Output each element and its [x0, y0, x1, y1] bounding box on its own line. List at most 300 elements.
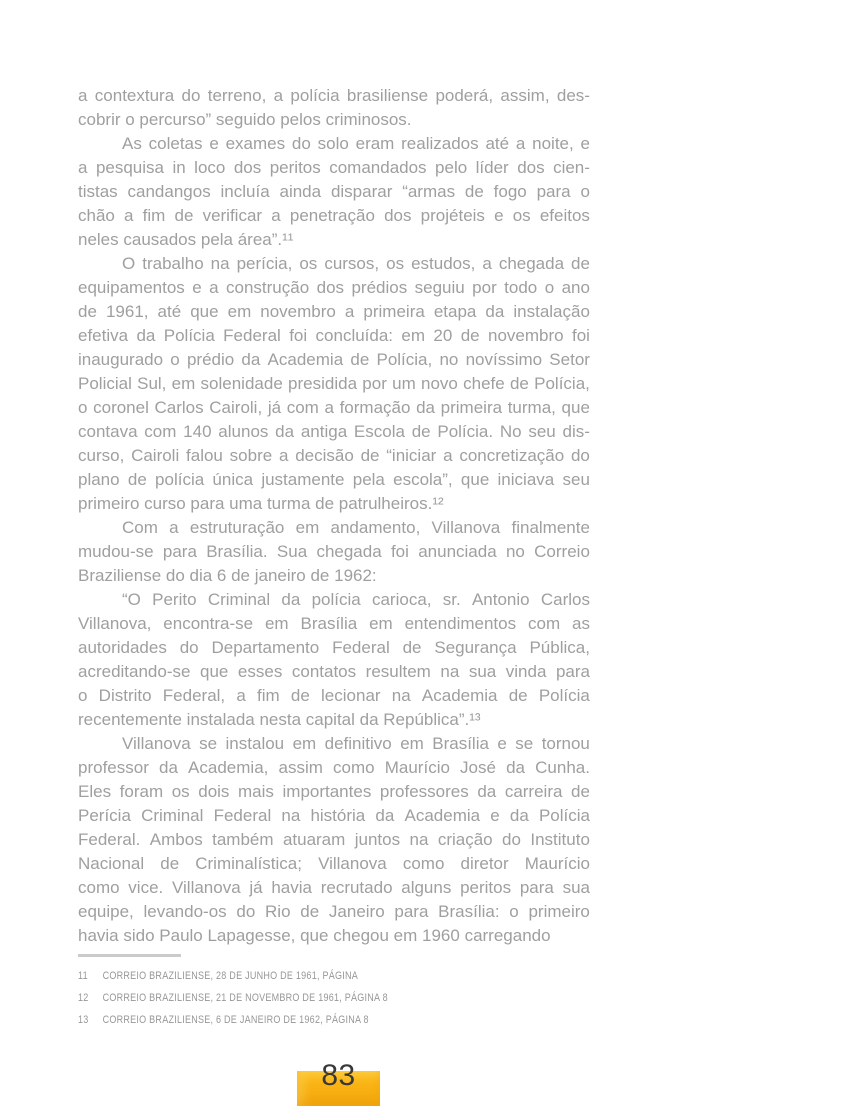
body-word: os — [512, 206, 531, 225]
body-word: dos — [233, 158, 262, 177]
body-word: Polícia, — [376, 350, 433, 369]
body-word: dos — [384, 206, 412, 225]
body-word: Maurício — [384, 758, 450, 777]
body-word: na — [210, 254, 230, 273]
body-word: e — [490, 806, 500, 825]
body-word: des- — [556, 86, 590, 105]
body-word: que — [190, 302, 219, 321]
body-word: os — [299, 254, 318, 273]
body-word: concretização — [459, 446, 565, 465]
footnote-number: 13 — [78, 1014, 89, 1026]
body-word: trabalho — [142, 254, 204, 273]
body-word: professores — [379, 782, 469, 801]
body-word: para — [555, 662, 590, 681]
body-word: de — [571, 254, 590, 273]
body-line: Braziliense do dia 6 de janeiro de 1962: — [78, 566, 377, 585]
body-word: da — [275, 422, 295, 441]
body-word: chegada — [316, 542, 382, 561]
body-word: Polícia. — [437, 422, 494, 441]
body-word: carioca, — [371, 590, 432, 609]
body-word: presidida — [288, 374, 358, 393]
body-paragraph — [78, 132, 590, 252]
body-word: todo — [504, 278, 538, 297]
body-line — [78, 468, 590, 492]
body-word: os — [386, 254, 405, 273]
body-word: e — [494, 206, 504, 225]
body-word: importantes — [282, 782, 372, 801]
body-word: realizados — [401, 134, 479, 153]
body-word: foi — [390, 542, 409, 561]
body-line — [78, 372, 590, 396]
body-word: Cunha. — [535, 758, 590, 777]
body-word: da — [281, 590, 301, 609]
body-word: dos — [517, 158, 545, 177]
body-word: Villanova — [122, 734, 191, 753]
body-word: foram — [119, 782, 164, 801]
body-line — [78, 444, 590, 468]
body-word: Janeiro — [328, 902, 385, 921]
body-word: na — [281, 806, 301, 825]
body-word: a — [482, 254, 492, 273]
body-word: se — [515, 734, 534, 753]
body-line: neles causados pela área”.¹¹ — [78, 230, 294, 249]
body-word: da — [485, 302, 505, 321]
body-word: noite, — [532, 134, 574, 153]
footnote-number: 12 — [78, 992, 89, 1004]
body-word: falou — [186, 446, 223, 465]
body-line — [78, 276, 590, 300]
body-line — [78, 684, 590, 708]
body-word: penetração — [289, 206, 375, 225]
body-line — [78, 516, 590, 540]
body-word: construção — [226, 278, 310, 297]
body-word: Eles — [78, 782, 112, 801]
body-line — [78, 300, 590, 324]
body-word: instalou — [225, 734, 285, 753]
body-word: em — [227, 302, 252, 321]
body-word: em — [369, 614, 393, 633]
page-number: 83 — [321, 1059, 356, 1092]
body-word: Perito — [152, 590, 197, 609]
body-word: inaugurado — [78, 350, 164, 369]
body-line — [78, 756, 590, 780]
body-word: alunos — [218, 422, 269, 441]
body-word: sobre — [229, 446, 273, 465]
body-word: da — [477, 782, 497, 801]
body-line — [78, 660, 590, 684]
body-word: a — [209, 278, 219, 297]
body-word: Federal — [332, 638, 390, 657]
body-word: e — [580, 134, 590, 153]
body-word: juntos — [354, 830, 401, 849]
body-word: Escola — [353, 422, 405, 441]
body-word: solo — [317, 134, 349, 153]
body-line — [78, 252, 590, 276]
body-word: da — [375, 806, 395, 825]
body-word: Correio — [534, 542, 590, 561]
body-word: com — [144, 422, 177, 441]
body-word: atuaram — [282, 830, 346, 849]
body-word: Brasília — [300, 614, 358, 633]
body-word: levando-os — [143, 902, 227, 921]
body-word: novíssimo — [465, 350, 543, 369]
body-word: Academia — [267, 350, 344, 369]
body-word: mais — [238, 782, 274, 801]
body-word: se — [199, 734, 218, 753]
body-word: Academia — [404, 806, 481, 825]
body-word: As — [122, 134, 142, 153]
body-word: estruturação — [189, 518, 285, 537]
body-word: “armas — [402, 182, 456, 201]
body-word: terreno, — [207, 86, 267, 105]
body-word: dis- — [562, 422, 590, 441]
body-word: polícia — [311, 590, 361, 609]
body-word: finalmente — [511, 518, 590, 537]
body-word: ano — [561, 278, 590, 297]
body-line — [78, 156, 590, 180]
body-word: até — [157, 302, 182, 321]
body-word: peritos — [269, 158, 321, 177]
body-word: Polícia — [538, 686, 590, 705]
body-word: de — [508, 686, 528, 705]
body-word: Federal. — [78, 830, 141, 849]
body-word: da — [506, 758, 526, 777]
body-word: para — [162, 542, 197, 561]
body-line: recentemente instalada nesta capital da República”.¹³ — [78, 710, 481, 729]
body-word: a — [443, 446, 453, 465]
body-word: Polícia — [538, 806, 590, 825]
body-word: coletas — [148, 134, 203, 153]
body-word: por — [472, 278, 497, 297]
body-word: curso, — [78, 446, 125, 465]
body-word: plano — [78, 470, 120, 489]
body-word: exames — [225, 134, 286, 153]
body-word: a — [78, 158, 88, 177]
body-word: decisão — [295, 446, 354, 465]
body-word: Criminal — [207, 590, 271, 609]
body-word: Pública, — [529, 638, 590, 657]
body-word: contextura — [94, 86, 175, 105]
body-word: líder — [475, 158, 509, 177]
body-word: encontra-se — [163, 614, 254, 633]
body-line — [78, 132, 590, 156]
body-word: Sua — [276, 542, 308, 561]
body-word: sua — [562, 878, 590, 897]
body-word: os — [171, 782, 190, 801]
body-word: Criminalística; — [195, 854, 302, 873]
body-word: Carlos — [154, 398, 204, 417]
body-word: projéteis — [420, 206, 485, 225]
body-word: novembro — [260, 302, 336, 321]
body-word: loco — [194, 158, 226, 177]
body-word: criação — [437, 830, 493, 849]
body-word: estudos, — [411, 254, 476, 273]
footnote — [78, 987, 652, 1009]
body-word: em — [295, 518, 320, 537]
body-word: Segurança — [434, 638, 517, 657]
body-word: de — [360, 446, 380, 465]
body-word: com — [286, 398, 319, 417]
body-line — [78, 804, 590, 828]
footnote-text: CORREIO BRAZILIENSE, 28 DE JUNHO DE 1961, PÁGINA — [102, 970, 359, 982]
body-line: cobrir o percurso” seguido pelos criminosos. — [78, 110, 412, 129]
body-word: incluía — [220, 182, 270, 201]
body-word: a — [344, 302, 355, 321]
body-word: justamente — [261, 470, 345, 489]
body-word: Instituto — [530, 830, 590, 849]
body-word: por — [362, 374, 387, 393]
body-word: a — [78, 86, 88, 105]
body-line — [78, 348, 590, 372]
body-word: na — [440, 662, 460, 681]
body-word: carreira — [504, 782, 563, 801]
body-word: Villanova — [431, 518, 501, 537]
body-word: havia — [271, 878, 312, 897]
body-word: de — [78, 302, 97, 321]
body-word: in — [172, 158, 186, 177]
body-word: o — [580, 182, 590, 201]
body-word: assim, — [500, 86, 550, 105]
body-word: seu — [528, 422, 556, 441]
body-word: anunciada — [418, 542, 497, 561]
body-word: as — [572, 614, 590, 633]
footnote-text: CORREIO BRAZILIENSE, 6 DE JANEIRO DE 1962, PÁGINA 8 — [102, 1014, 369, 1026]
body-word: de — [402, 638, 422, 657]
body-word: eram — [355, 134, 395, 153]
body-word: em — [264, 614, 289, 633]
body-word: definitivo — [324, 734, 392, 753]
body-word: Brasília. — [206, 542, 268, 561]
body-word: brasiliense — [346, 86, 429, 105]
body-word: prédio — [186, 350, 235, 369]
body-word: na — [391, 686, 411, 705]
body-word: alguns — [401, 878, 452, 897]
body-word: verificar — [202, 206, 263, 225]
body-word: equipe, — [78, 902, 134, 921]
body-word: do — [291, 134, 311, 153]
body-word: Brasília: — [438, 902, 500, 921]
body-word: “O — [122, 590, 141, 609]
body-word: Cairoli — [131, 446, 180, 465]
body-line: primeiro curso para uma turma de patrulheiros.¹² — [78, 494, 444, 513]
body-word: história — [310, 806, 366, 825]
body-word: equipamentos — [78, 278, 185, 297]
body-word: como — [333, 758, 375, 777]
body-word: dos — [316, 278, 345, 297]
body-word: a — [236, 686, 246, 705]
body-word: Academia, — [188, 758, 269, 777]
body-word: fim — [142, 206, 166, 225]
body-word: sua — [468, 662, 497, 681]
body-word: a — [515, 134, 526, 153]
body-word: seguiu — [414, 278, 465, 297]
body-word: lecionar — [321, 686, 381, 705]
body-word: no — [505, 542, 525, 561]
body-line — [78, 828, 590, 852]
body-line — [78, 540, 590, 564]
body-word: Federal — [223, 326, 281, 345]
footnote — [78, 1009, 652, 1031]
body-word: e — [209, 134, 219, 153]
body-word: escola”, — [393, 470, 453, 489]
body-paragraph — [78, 84, 590, 132]
body-word: Villanova, — [78, 614, 152, 633]
body-word: etapa — [433, 302, 477, 321]
body-word: já — [249, 878, 263, 897]
body-word: o — [170, 350, 180, 369]
body-word: para — [394, 902, 429, 921]
body-word: Federal, — [162, 686, 226, 705]
body-word: que — [460, 470, 490, 489]
footnote — [78, 965, 652, 987]
body-word: resultem — [365, 662, 431, 681]
body-word: solenidade — [200, 374, 283, 393]
body-word: para — [519, 878, 554, 897]
body-word: como — [402, 854, 445, 873]
body-line — [78, 612, 590, 636]
body-word: o — [78, 686, 88, 705]
body-word: Carlos — [540, 590, 590, 609]
body-word: Com — [122, 518, 158, 537]
body-word: de — [174, 206, 194, 225]
body-word: Ambos — [149, 830, 203, 849]
body-word: iniciava — [497, 470, 555, 489]
body-word: do — [179, 638, 199, 657]
body-word: a — [271, 206, 281, 225]
body-word: de — [290, 686, 310, 705]
body-line — [78, 180, 590, 204]
body-word: sr. — [442, 590, 461, 609]
body-word: “iniciar — [386, 446, 437, 465]
body-word: que — [200, 662, 229, 681]
body-word: José — [460, 758, 496, 777]
body-word: polícia — [155, 470, 205, 489]
body-word: e — [497, 734, 507, 753]
body-word: de — [350, 350, 370, 369]
footnote-number: 11 — [78, 970, 88, 982]
body-word: Academia — [421, 686, 498, 705]
body-word: concluída: — [315, 326, 394, 345]
body-word: que — [561, 398, 590, 417]
body-word: da — [241, 350, 261, 369]
body-line — [78, 588, 590, 612]
body-word: em — [400, 734, 424, 753]
footnote-separator-rule — [78, 954, 181, 957]
body-word: de — [509, 374, 529, 393]
body-line — [78, 852, 590, 876]
body-word: vinda — [505, 662, 547, 681]
body-word: formação — [339, 398, 411, 417]
body-word: de — [411, 422, 431, 441]
body-word: para — [536, 182, 571, 201]
body-word: no — [439, 350, 459, 369]
body-word: na — [409, 830, 429, 849]
body-word: mudou-se — [78, 542, 154, 561]
body-word: turma, — [507, 398, 556, 417]
body-word: de — [464, 182, 484, 201]
body-word: disparar — [330, 182, 393, 201]
body-word: Sul, — [137, 374, 167, 393]
body-word: e — [192, 278, 202, 297]
body-word: da — [416, 398, 436, 417]
body-word: com — [528, 614, 561, 633]
body-line — [78, 780, 590, 804]
body-word: do — [502, 830, 521, 849]
body-word: acreditando-se — [78, 662, 191, 681]
body-word: foi — [289, 326, 308, 345]
body-word: um — [392, 374, 416, 393]
body-word: prédios — [351, 278, 408, 297]
body-word: primeiro — [528, 902, 590, 921]
body-word: de — [571, 782, 590, 801]
body-word: primeira — [363, 302, 425, 321]
body-line — [78, 900, 590, 924]
body-line — [78, 876, 590, 900]
body-word: de — [460, 326, 480, 345]
body-line — [78, 204, 590, 228]
body-word: dois — [198, 782, 230, 801]
body-paragraph — [78, 516, 590, 588]
body-word: antiga — [300, 422, 348, 441]
body-word: Distrito — [98, 686, 152, 705]
body-word: 1961, — [105, 302, 149, 321]
body-word: diretor — [460, 854, 509, 873]
body-word: ainda — [279, 182, 322, 201]
body-word: Policial — [78, 374, 132, 393]
body-word: Departamento — [211, 638, 320, 657]
body-line — [78, 636, 590, 660]
body-word: instalação — [513, 302, 590, 321]
body-word: da — [136, 326, 156, 345]
body-word: fim — [257, 686, 280, 705]
body-word: Criminal — [141, 806, 204, 825]
body-word: da — [159, 758, 178, 777]
body-word: pelo — [435, 158, 468, 177]
body-paragraph — [78, 588, 590, 732]
body-word: professor — [78, 758, 149, 777]
body-word: já — [267, 398, 282, 417]
body-word: O — [122, 254, 136, 273]
body-word: em — [401, 326, 426, 345]
body-word: Brasília — [432, 734, 489, 753]
body-word: recrutado — [320, 878, 393, 897]
body-word: Federal — [213, 806, 272, 825]
body-word: Nacional — [78, 854, 145, 873]
body-word: Perícia — [78, 806, 131, 825]
body-line — [78, 420, 590, 444]
body-word: do — [570, 446, 590, 465]
body-word: Polícia, — [534, 374, 590, 393]
body-line: havia sido Paulo Lapagesse, que chegou em 1960 carregando — [78, 926, 551, 945]
body-word: em — [292, 734, 317, 753]
body-word: candangos — [127, 182, 211, 201]
body-word: coronel — [93, 398, 149, 417]
body-word: Villanova — [318, 854, 387, 873]
body-word: Rio — [265, 902, 291, 921]
body-word: foi — [571, 326, 590, 345]
body-word: Polícia — [163, 326, 215, 345]
body-word: em — [171, 374, 196, 393]
body-word: Antonio — [471, 590, 530, 609]
body-word: chegada — [498, 254, 565, 273]
body-word: novembro — [488, 326, 564, 345]
body-word: autoridades — [78, 638, 167, 657]
body-word: 20 — [433, 326, 453, 345]
body-word: peritos — [460, 878, 512, 897]
body-word: andamento, — [330, 518, 421, 537]
body-word: pesquisa — [95, 158, 164, 177]
body-word: como — [78, 878, 120, 897]
